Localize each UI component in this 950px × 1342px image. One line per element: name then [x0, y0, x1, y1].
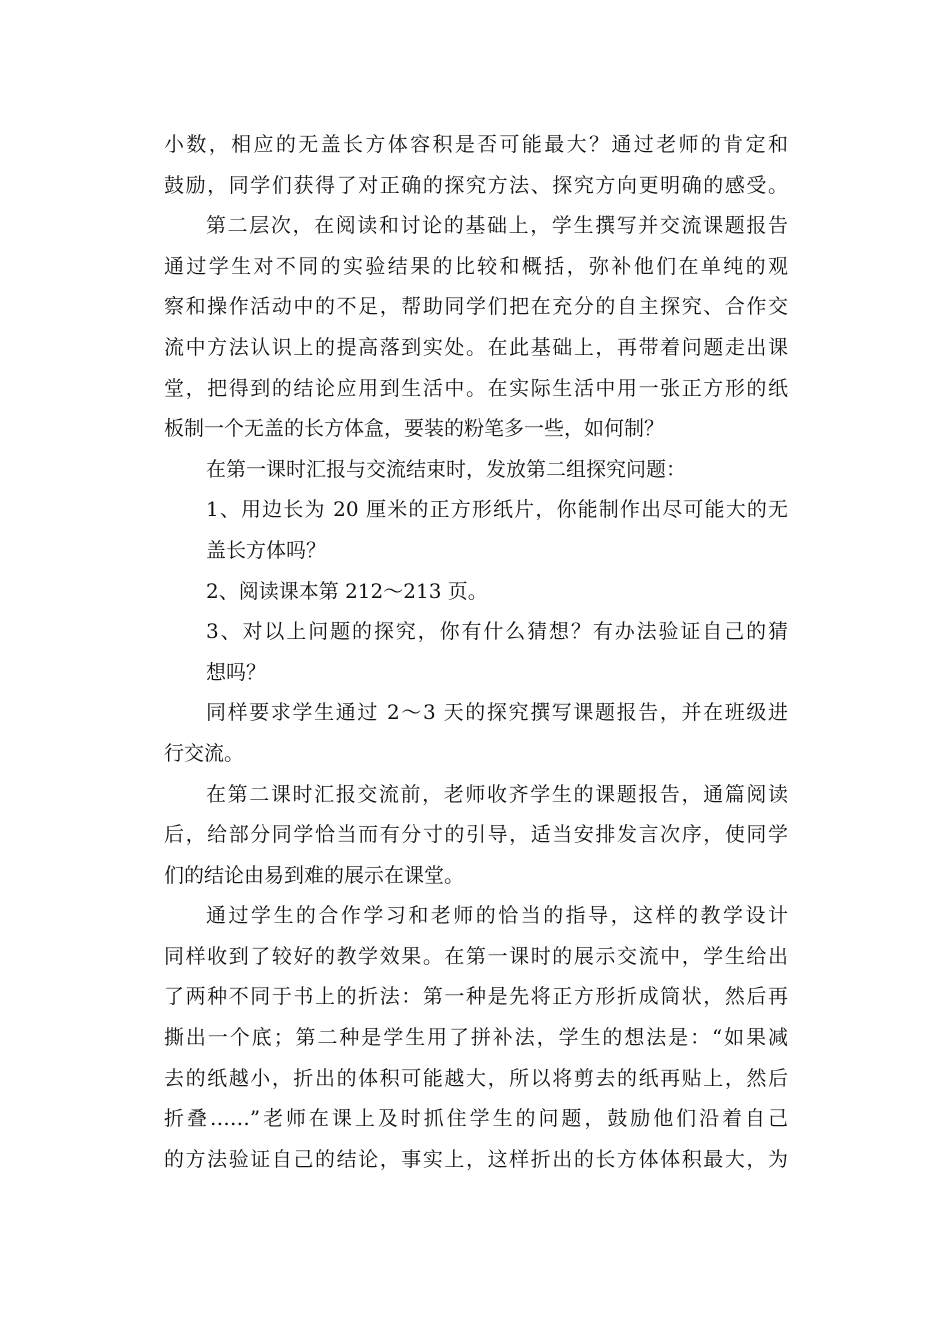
text-line: 通过学生对不同的实验结果的比较和概括，弥补他们在单纯的观 — [164, 253, 788, 278]
text-line: 撕出一个底；第二种是学生用了拼补法，学生的想法是：“如果减 — [164, 1025, 788, 1050]
text-line: 后，给部分同学恰当而有分寸的引导，适当安排发言次序，使同学 — [164, 822, 788, 847]
text-line: 察和操作活动中的不足，帮助同学们把在充分的自主探究、合作交 — [164, 294, 788, 319]
text-line: 鼓励，同学们获得了对正确的探究方法、探究方向更明确的感受。 — [164, 172, 788, 197]
document-page — [164, 124, 788, 1179]
text-line: 了两种不同于书上的折法：第一种是先将正方形折成筒状，然后再 — [164, 984, 788, 1009]
text-line: 同样收到了较好的教学效果。在第一课时的展示交流中，学生给出 — [164, 943, 788, 968]
text-line: 盖长方体吗？ — [206, 537, 326, 562]
text-line: 折叠……”老师在课上及时抓住学生的问题，鼓励他们沿着自己 — [164, 1106, 788, 1131]
text-line: 想吗？ — [206, 659, 266, 684]
text-line: 流中方法认识上的提高落到实处。在此基础上，再带着问题走出课 — [164, 334, 788, 359]
text-line: 的方法验证自己的结论，事实上，这样折出的长方体体积最大，为 — [164, 1146, 788, 1171]
text-line: 小数，相应的无盖长方体容积是否可能最大？通过老师的肯定和 — [164, 132, 788, 156]
text-line: 通过学生的合作学习和老师的恰当的指导，这样的教学设计 — [206, 903, 788, 928]
text-line: 行交流。 — [164, 740, 244, 765]
text-line: 在第一课时汇报与交流结束时，发放第二组探究问题： — [206, 456, 686, 481]
text-line: 板制一个无盖的长方体盒，要装的粉笔多一些，如何制？ — [164, 416, 664, 441]
text-line: 1、用边长为 20 厘米的正方形纸片，你能制作出尽可能大的无 — [206, 497, 788, 522]
text-line: 在第二课时汇报交流前，老师收齐学生的课题报告，通篇阅读 — [206, 781, 788, 806]
text-line: 同样要求学生通过 2～3 天的探究撰写课题报告，并在班级进 — [206, 700, 788, 725]
text-line: 第二层次，在阅读和讨论的基础上，学生撰写并交流课题报告 — [206, 213, 788, 238]
text-line: 堂，把得到的结论应用到生活中。在实际生活中用一张正方形的纸 — [164, 375, 788, 400]
text-line: 2、阅读课本第 212～213 页。 — [206, 578, 488, 603]
text-line: 3、对以上问题的探究，你有什么猜想？有办法验证自己的猜 — [206, 619, 788, 644]
document-body — [164, 124, 788, 1179]
text-line: 去的纸越小，折出的体积可能越大，所以将剪去的纸再贴上，然后 — [164, 1065, 788, 1090]
text-line: 们的结论由易到难的展示在课堂。 — [164, 862, 464, 887]
